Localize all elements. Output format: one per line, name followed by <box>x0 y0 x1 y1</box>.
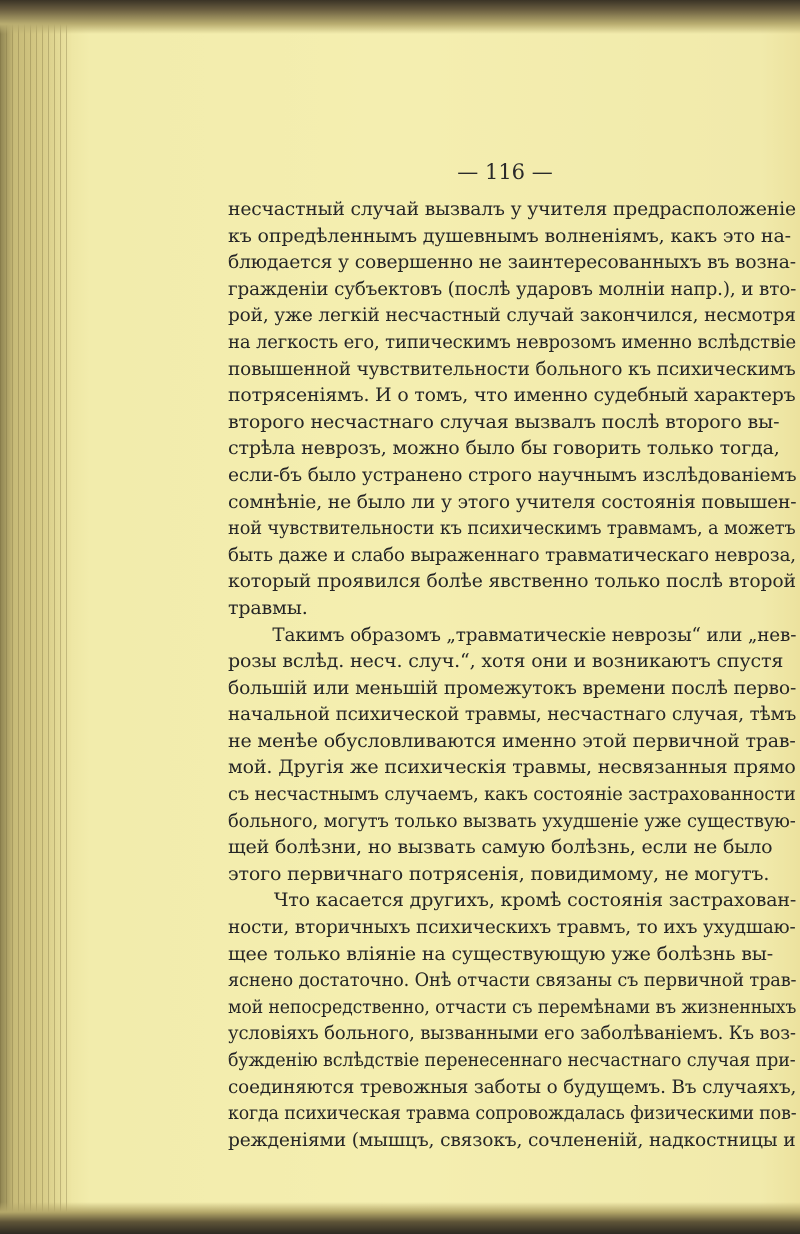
text-line: несчастный случай вызвалъ у учителя предрасположеніе <box>228 198 796 220</box>
text-line: гражденіи субъектовъ (послѣ ударовъ молніи напр.), и вто- <box>228 277 797 300</box>
text-line: быть даже и слабо выраженнаго травматическаго невроза, <box>228 543 796 566</box>
text-line: ной чувствительности къ психическимъ травмамъ, а можетъ <box>228 517 796 540</box>
text-line: къ опредѣленнымъ душевнымъ волненіямъ, какъ это на- <box>228 224 791 247</box>
text-line: если-бъ было устранено строго научнымъ изслѣдованіемъ <box>228 463 797 486</box>
text-line: ности, вторичныхъ психическихъ травмъ, то ихъ ухудшаю- <box>228 916 796 939</box>
text-line: соединяются тревожныя заботы о будущемъ. Въ случаяхъ, <box>228 1075 797 1098</box>
text-line: щей болѣзни, но вызвать самую болѣзнь, если не было <box>228 836 773 859</box>
text-line: съ несчастнымъ случаемъ, какъ состояніе застрахованности <box>228 783 796 806</box>
page-bottom-edge <box>0 1202 800 1234</box>
text-line: который проявился болѣе явственно только послѣ второй <box>228 570 796 593</box>
page-number: — 116 — <box>457 160 553 184</box>
page-top-edge <box>0 0 800 34</box>
text-line: блюдается у совершенно не заинтересованныхъ въ возна- <box>228 251 796 274</box>
text-line: травмы. <box>228 596 308 619</box>
text-line: второго несчастнаго случая вызвалъ послѣ второго вы- <box>228 410 780 433</box>
text-line: яснено достаточно. Онѣ отчасти связаны съ первичной трав- <box>228 969 797 992</box>
text-line: больного, могутъ только вызвать ухудшеніе уже существую- <box>228 809 796 832</box>
text-line: щее только вліяніе на существующую уже болѣзнь вы- <box>228 942 774 965</box>
text-line: Такимъ образомъ „травматическіе неврозы“ или „нев- <box>272 623 797 646</box>
text-line: большій или меньшій промежутокъ времени послѣ перво- <box>228 676 797 699</box>
book-spine-shadow <box>0 20 72 1214</box>
text-line: начальной психической травмы, несчастнаго случая, тѣмъ <box>228 703 797 726</box>
text-line: розы вслѣд. несч. случ.“, хотя они и возникаютъ спустя <box>228 650 784 673</box>
text-line: на легкость его, типическимъ неврозомъ именно вслѣдствіе <box>228 330 797 353</box>
text-line: повышенной чувствительности больного къ психическимъ <box>228 357 796 380</box>
text-line: не менѣе обусловливаются именно этой первичной трав- <box>228 729 796 752</box>
text-line: рой, уже легкій несчастный случай закончился, несмотря <box>228 304 796 327</box>
text-line: стрѣла неврозъ, можно было бы говорить только тогда, <box>228 437 780 460</box>
text-line: мой. Другія же психическія травмы, несвязанныя прямо <box>228 756 796 779</box>
text-line: мой непосредственно, отчасти съ перемѣнами въ жизненныхъ <box>228 995 797 1018</box>
text-line: условіяхъ больного, вызванными его заболѣваніемъ. Къ воз- <box>228 1022 796 1045</box>
text-line: бужденію вслѣдствіе перенесеннаго несчастнаго случая при- <box>228 1049 796 1071</box>
text-line: Что касается другихъ, кромѣ состоянія застрахован- <box>273 889 797 912</box>
text-line: когда психическая травма сопровождалась физическими пов- <box>228 1102 797 1125</box>
text-line: сомнѣніе, не было ли у этого учителя состоянія повышен- <box>228 490 797 513</box>
text-line: этого первичнаго потрясенія, повидимому, не могутъ. <box>228 862 770 885</box>
text-line: режденіями (мышцъ, связокъ, сочлененій, надкостницы и <box>228 1128 796 1151</box>
body-text <box>228 196 800 1153</box>
text-line: потрясеніямъ. И о томъ, что именно судебный характеръ <box>228 384 796 407</box>
